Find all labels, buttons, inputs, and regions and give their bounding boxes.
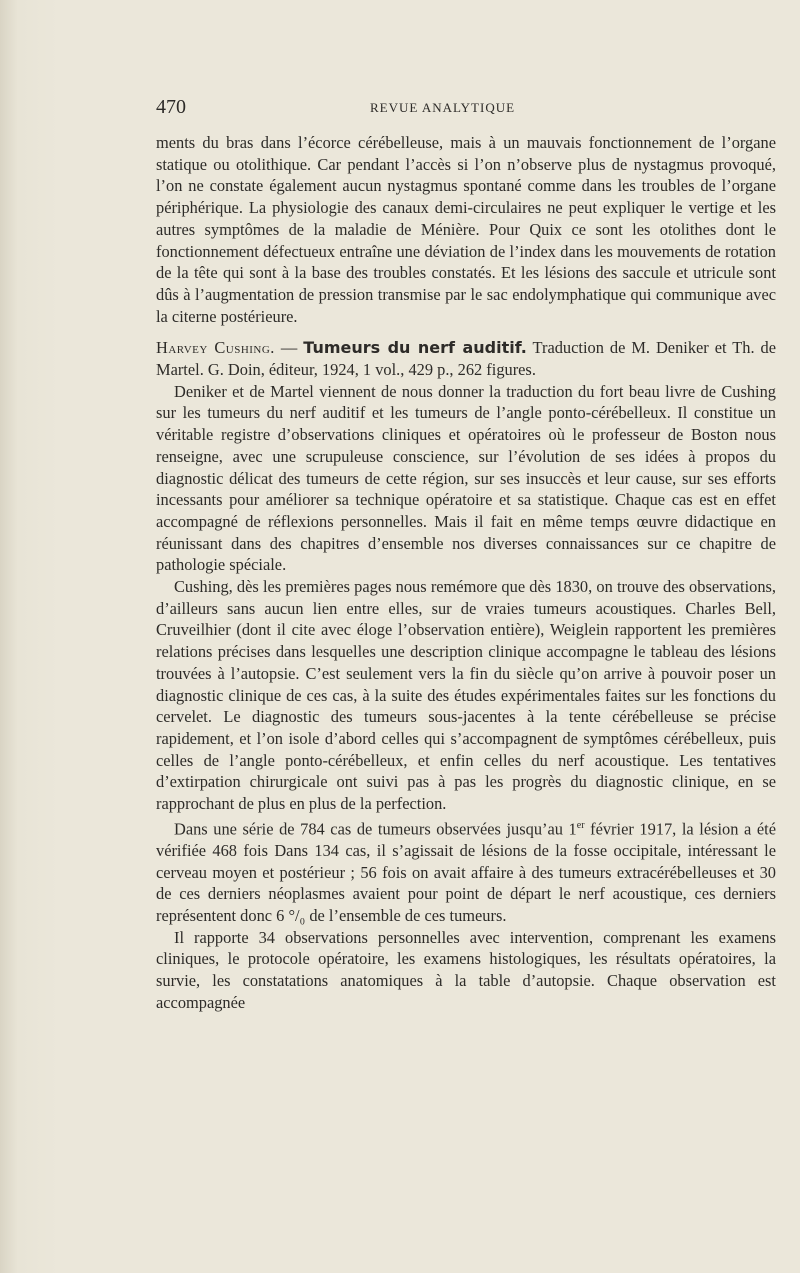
review-author: Harvey Cushing.	[156, 338, 275, 358]
statistics-text-start: Dans une série de 784 cas de tumeurs observées jusqu’au 1	[174, 819, 577, 839]
statistics-text-end: février 1917, la lésion a été vérifiée 468 fois Dans 134 cas, il s’agissait de lésions de la fosse occipitale, intéressant le cerveau moyen et postérieur ; 56 fois on avait affaire à des tumeurs extracérébelleuses et 30 de ces derniers néoplasmes avaient pour point de départ le nerf acoustique, ces derniers représentent donc 6 °/₀ de l’ensemble de ces tumeurs.	[156, 819, 776, 926]
page-number: 470	[156, 96, 186, 118]
paragraph-statistics	[156, 815, 776, 927]
page-header	[156, 96, 776, 120]
review-publication-details: Traduction de M. Deniker et Th. de Martel. G. Doin, éditeur, 1924, 1 vol., 429 p., 262 figures.	[156, 338, 777, 380]
review-heading	[156, 337, 776, 380]
review-dash: —	[274, 338, 304, 358]
paragraph-continuation: ments du bras dans l’écorce cérébelleuse, mais à un mauvais fonctionnement de l’organe statique ou otolithique. Car pendant l’accès si l’on n’observe plus de nystagmus provoqué, l’on ne constate également aucun nystagmus spontané comme dans les troubles de l’organe périphérique. La physiologie des canaux demi-circulaires ne peut expliquer le vertige et les autres symptômes de la maladie de Ménière. Pour Quix ce sont les otolithes dont le fonctionnement défectueux entraîne une déviation de l’index dans les mouvements de rotation de la tête qui sont à la base des troubles constatés. Et les lésions des saccule et utricule sont dûs à l’augmentation de pression transmise par le sac endolymphatique qui communique avec la citerne postérieure.	[156, 133, 776, 326]
paragraph-translation: Deniker et de Martel viennent de nous donner la traduction du fort beau livre de Cushing sur les tumeurs du nerf auditif et les tumeurs de l’angle ponto-cérébelleux. Il constitue un véritable registre d’observations cliniques et opératoires où le professeur de Boston nous renseigne, avec une scrupuleuse conscience, sur l’évolution de ses idées à propos du diagnostic délicat des tumeurs de cette région, sur ses insuccès et leur cause, sur ses efforts incessants pour améliorer sa technique opératoire et sa statistique. Chaque cas est en effet accompagné de réflexions personnelles. Mais il fait en même temps œuvre didactique en réunissant dans des chapitres d’ensemble nos diverses connaissances sur ce chapitre de pathologie spéciale.	[156, 381, 776, 575]
paragraph-observations: Il rapporte 34 observations personnelles avec intervention, comprenant les examens cliniques, le protocole opératoire, les examens histologiques, les résultats opératoires, la survie, les constatations anatomiques à la table d’autopsie. Chaque observation est accompagnée	[156, 927, 776, 1012]
body-text	[156, 132, 776, 1014]
superscript-er: er	[576, 819, 585, 831]
running-title: REVUE ANALYTIQUE	[370, 100, 516, 115]
review-book-title: Tumeurs du nerf auditif.	[303, 338, 527, 358]
paragraph-history: Cushing, dès les premières pages nous remémore que dès 1830, on trouve des observations, d’ailleurs sans aucun lien entre elles, sur de vraies tumeurs acoustiques. Charles Bell, Cruveilhier (dont il cite avec éloge l’observation entière), Weiglein rapportent les premières relations précises dans lesquelles une description clinique accompagne le tableau des lésions trouvées à l’autopsie. C’est seulement vers la fin du siècle qu’on arrive à pouvoir poser un diagnostic clinique de ces cas, à la suite des études expérimentales faites sur les fonctions du cervelet. Le diagnostic des tumeurs sous-jacentes à la tente cérébelleuse se précise rapidement, et l’on isole d’abord celles qui s’accompagnent de symptômes cérébelleux, puis celles de l’angle ponto-cérébelleux, et enfin celles du nerf acoustique. Les tentatives d’extirpation chirurgicale ont suivi pas à pas les progrès du diagnostic clinique, en se rapprochant de plus en plus de la perfection.	[156, 577, 776, 814]
